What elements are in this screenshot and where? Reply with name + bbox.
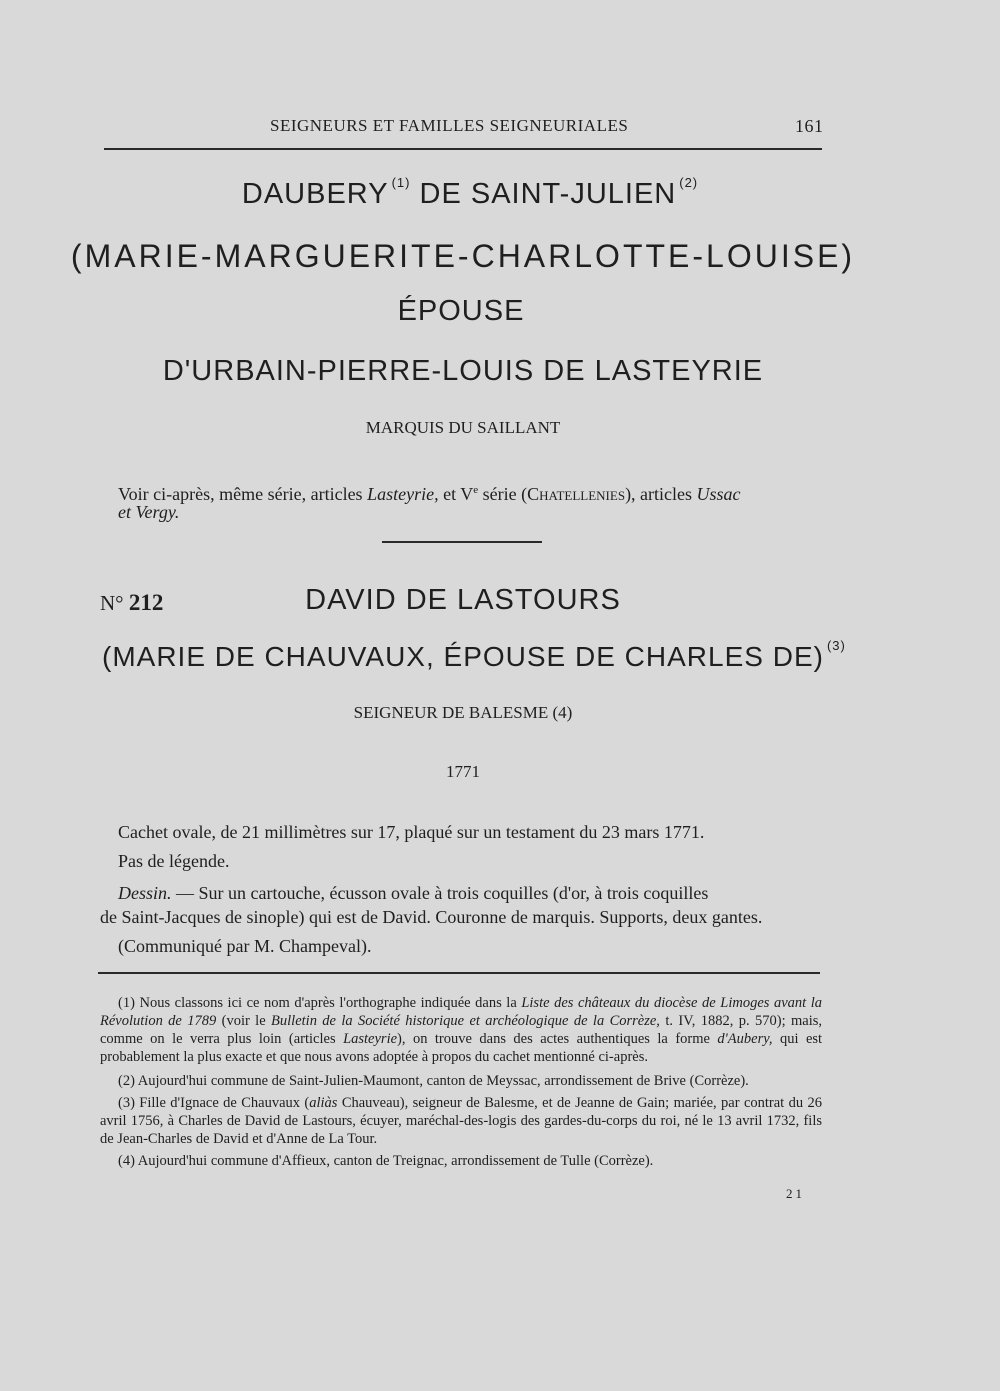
page-number: 161: [795, 116, 824, 136]
footnote-1: [100, 994, 822, 1066]
see-also-sup: e: [473, 484, 479, 496]
footnote-1-text-e: qui est probablement la plus exacte et que nous avons adoptée à propos du cachet mentionné ci-après.: [100, 1031, 823, 1065]
footnote-1-aubery: d'Aubery,: [717, 1031, 773, 1047]
entry2-subtitle: [102, 638, 862, 673]
entry1-given-names: (MARIE-MARGUERITE-CHARLOTTE-LOUISE): [70, 238, 856, 274]
see-also-vergy: Vergy.: [135, 502, 180, 522]
footnote-3-alias: aliàs: [309, 1095, 338, 1111]
footnote-1-text-c: t. IV, 1882, p. 570); mais, comme on le verra plus loin (articles: [100, 1013, 823, 1047]
footnote-1-liste: Liste des châteaux du diocèse de Limoges avant la Révolution de 1789: [100, 995, 823, 1029]
footnote-1-text-a: (1) Nous classons ici ce nom d'après l'orthographe indiquée dans la: [118, 995, 517, 1011]
signature-mark: 21: [786, 1186, 805, 1201]
header-rule: [104, 148, 822, 150]
entry1-epouse: ÉPOUSE: [397, 295, 525, 327]
footnote-rule: [98, 972, 820, 974]
see-also-text: Voir ci-après, même série, articles: [118, 484, 363, 504]
entry1-husband: D'URBAIN-PIERRE-LOUIS DE LASTEYRIE: [162, 355, 764, 387]
footnote-1-bulletin: Bulletin de la Société historique et archéologique de la Corrèze,: [271, 1013, 660, 1029]
entry2-dessin-line2: de Saint-Jacques de sinople) qui est de David. Couronne de marquis. Supports, deux gantes.: [100, 907, 763, 927]
see-also-lasteyrie: Lasteyrie,: [367, 484, 439, 504]
see-also-chatellenies: Chatellenies: [527, 484, 626, 504]
entry1-see-also-line2: [118, 500, 179, 524]
entry2-year: 1771: [446, 762, 480, 781]
footnote-1-lasteyrie: Lasteyrie: [343, 1031, 398, 1047]
footnote-3-text-b: Chauveau), seigneur de Balesme, et de Jeanne de Gain; mariée, par contrat du 26 avril 1756, à Charles de David de Lastours, écuyer, maréchal-des-logis des gardes-du-corps du roi, né le 13 avril 1732, fils de Jean-Charles de David et d'Anne de La Tour.: [100, 1095, 822, 1147]
entry2-subtitle-text: (MARIE DE CHAUVAUX, ÉPOUSE DE CHARLES DE): [102, 641, 824, 672]
see-also-text-2: et V: [443, 484, 474, 504]
section-divider: [382, 541, 542, 543]
see-also-text-3: série (: [482, 484, 528, 504]
entry1-husband-title: MARQUIS DU SAILLANT: [365, 418, 561, 437]
dessin-line1: — Sur un cartouche, écusson ovale à trois coquilles (d'or, à trois coquilles: [176, 883, 709, 903]
footnote-2: (2) Aujourd'hui commune de Saint-Julien-Maumont, canton de Meyssac, arrondissement de Brive (Corrèze).: [118, 1073, 749, 1089]
dessin-label: Dessin.: [118, 883, 172, 903]
entry1-name-daubery: DAUBERY: [241, 178, 389, 210]
entry2-para1: Cachet ovale, de 21 millimètres sur 17, plaqué sur un testament du 23 mars 1771.: [118, 822, 705, 842]
footnote-3: [100, 1094, 822, 1148]
entry2-name: DAVID DE LASTOURS: [305, 584, 621, 616]
entry2-para2: Pas de légende.: [118, 851, 230, 871]
footnote-ref-2: (2): [679, 175, 699, 190]
entry2-number-label: N°: [100, 591, 124, 615]
footnote-1-text-d: ), on trouve dans des actes authentiques la forme: [397, 1031, 710, 1047]
entry2-seigneur: SEIGNEUR DE BALESME (4): [353, 703, 573, 722]
see-also-ussac: Ussac: [696, 484, 741, 504]
footnote-1-text-b: (voir le: [221, 1013, 266, 1029]
footnote-4: (4) Aujourd'hui commune d'Affieux, canton de Treignac, arrondissement de Tulle (Corrèze).: [118, 1153, 654, 1169]
footnotes: [100, 994, 822, 1170]
footnote-ref-1: (1): [391, 175, 411, 190]
see-also-et: et: [118, 502, 131, 522]
entry1-name-saint-julien: DE SAINT-JULIEN: [419, 178, 677, 210]
footnote-3-text-a: (3) Fille d'Ignace de Chauvaux (: [118, 1095, 310, 1111]
entry2-number-value: 212: [128, 590, 164, 615]
entry2-para4: (Communiqué par M. Champeval).: [118, 936, 372, 956]
entry1-see-also: [118, 478, 828, 506]
entry2-dessin: [118, 881, 826, 905]
see-also-text-4: ), articles: [625, 484, 693, 504]
entry1-name: [0, 175, 940, 211]
running-head-title: SEIGNEURS ET FAMILLES SEIGNEURIALES: [270, 116, 629, 135]
footnote-ref-3: (3): [826, 638, 846, 653]
